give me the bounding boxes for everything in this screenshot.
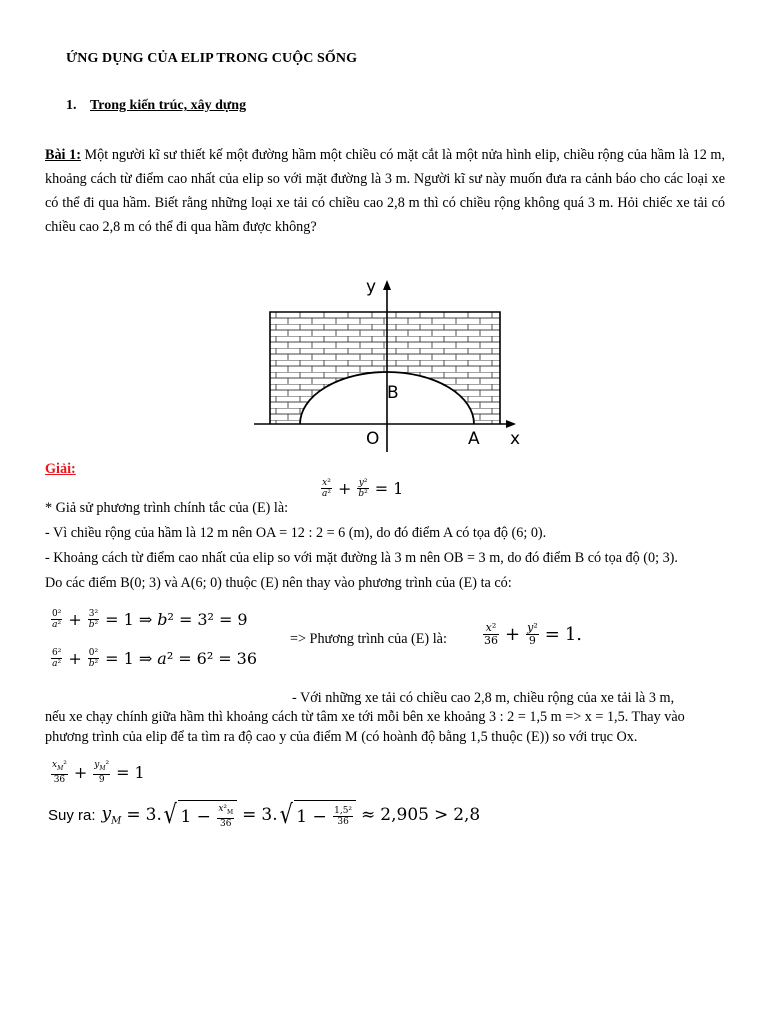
section-number: 1. bbox=[66, 98, 77, 113]
problem-paragraph bbox=[45, 143, 725, 239]
suy-ra-label: Suy ra: bbox=[48, 806, 96, 824]
solution-line-4: Do các điểm B(0; 3) và A(6; 0) thuộc (E) nên thay vào phương trình của (E) ta có: bbox=[45, 575, 512, 591]
page-title: ỨNG DỤNG CỦA ELIP TRONG CUỘC SỐNG bbox=[66, 51, 358, 66]
label-A: A bbox=[468, 429, 480, 449]
label-x: x bbox=[510, 429, 521, 449]
result-label: => Phương trình của (E) là: bbox=[290, 631, 447, 647]
label-O: O bbox=[366, 429, 380, 449]
equation-b: $\frac{\text{0²}}{\text{a²}}$ + $\frac{\text{3²}}{\text{b²}}$ = 1 ⇒ b ² = 3² = 9 bbox=[52, 609, 248, 630]
standard-equation: $\frac{\text{x²}}{\text{a²}}$ + $\frac{\text{y²}}{\text{b²}}$ = 1 bbox=[322, 478, 404, 499]
final-equation: Suy ra: $y_M$ = 3. √ 1 − $\frac{x^2_M}{36}$ = 3. √ 1 − $\frac{\text{1,5²}}{36}$ ≈ 2,905 > 2,8 bbox=[48, 800, 481, 830]
solution-heading: Giải: bbox=[45, 461, 76, 477]
solution-line-2: - Vì chiều rộng của hầm là 12 m nên OA = 12 : 2 = 6 (m), do đó điểm A có tọa độ (6; 0). bbox=[45, 525, 547, 541]
label-B: B bbox=[387, 383, 399, 403]
label-y: y bbox=[366, 277, 377, 297]
equation-m: $\frac{x_M^2}{36}$ + $\frac{y_M^2}{9}$ = 1 bbox=[52, 760, 145, 785]
section-heading bbox=[66, 98, 246, 114]
equation-a: $\frac{\text{6²}}{\text{a²}}$ + $\frac{\text{0²}}{\text{b²}}$ = 1 ⇒ a ² = 6² = 36 bbox=[52, 648, 258, 669]
result-equation: $\frac{\text{x²}}{36}$ + $\frac{\text{y²}}{9}$ = 1. bbox=[484, 621, 583, 647]
problem-label: Bài 1: bbox=[45, 147, 81, 163]
section-text: Trong kiến trúc, xây dựng bbox=[90, 98, 247, 113]
solution-line-3: - Khoảng cách từ điểm cao nhất của elip so với mặt đường là 3 m nên OB = 3 m, do đó điểm B có tọa độ (0; 3). bbox=[45, 550, 678, 566]
solution-para-1: - Với những xe tải có chiều cao 2,8 m, chiều rộng của xe tải là 3 m, bbox=[292, 690, 675, 706]
problem-text: Một người kĩ sư thiết kế một đường hầm một chiều có mặt cắt là một nửa hình elip, chiều rộng của hầm là 12 m, khoảng cách từ điểm cao nhất của elip so với mặt đường là 3 m. Người kĩ sư này muốn đưa ra cảnh báo cho các loại xe có thể đi qua hầm. Biết rằng những loại xe tải có chiều cao 2,8 m thì có chiều rộng không quá 3 m. Hỏi chiếc xe tải có chiều cao 2,8 m có thể đi qua hầm được không? bbox=[45, 147, 725, 235]
solution-para-2: nếu xe chạy chính giữa hầm thì khoảng cách từ tâm xe tới mỗi bên xe khoảng 3 : 2 = 1,5 m => x = 1,5. Thay vào phương trình của elip để ta tìm ra độ cao y của điểm M (có hoành độ bằng 1,5 thuộc (E)) so với trục Ox. bbox=[45, 709, 685, 745]
solution-line-1: * Giả sử phương trình chính tắc của (E) là: bbox=[45, 500, 289, 516]
tunnel-figure bbox=[244, 272, 534, 458]
